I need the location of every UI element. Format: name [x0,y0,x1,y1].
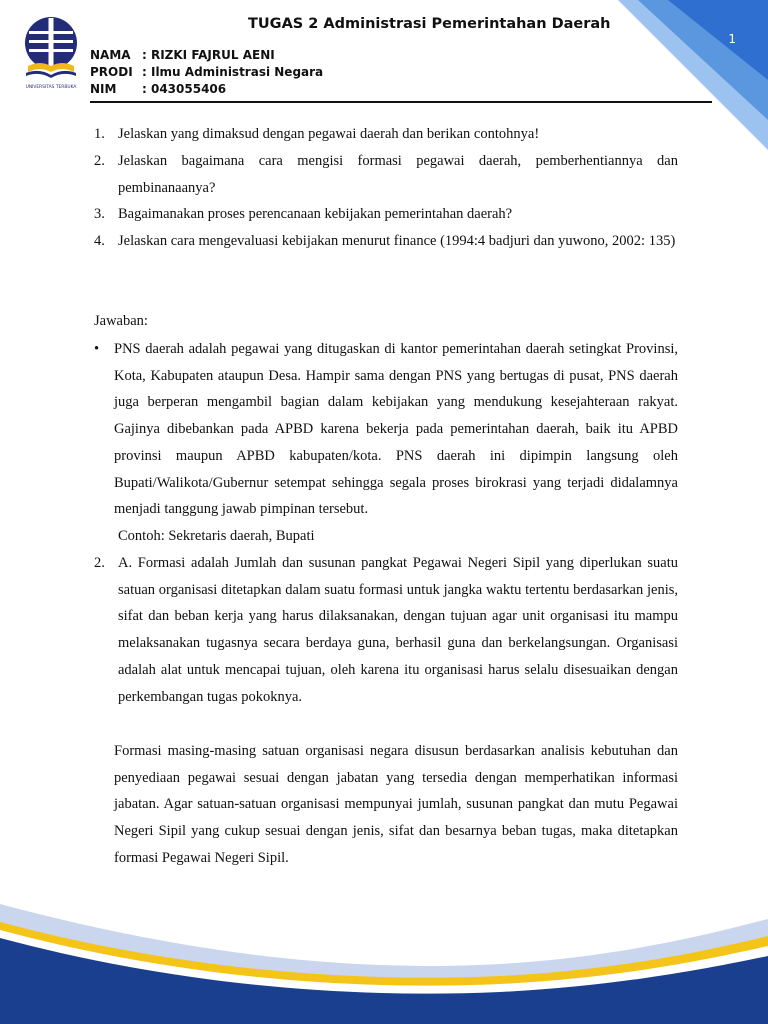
student-id-row [90,82,226,96]
student-id-value: : 043055406 [142,82,227,96]
answer-2 [94,550,678,710]
header-divider [90,101,712,103]
question-item [94,201,678,228]
page-number: 1 [728,32,736,46]
question-item [94,121,678,148]
student-id-label: NIM [90,82,117,96]
question-number: 2. [94,153,105,169]
answer-number: 2. [94,555,105,571]
question-text: Jelaskan bagaimana cara mengisi formasi pegawai daerah, pemberhentiannya dan pembinanaanya? [118,153,678,196]
name-value: : RIZKI FAJRUL AENI [142,48,275,62]
program-row [90,65,323,79]
program-label: PRODI [90,65,133,79]
answer-1 [94,336,678,523]
logo-caption: UNIVERSITAS TERBUKA [25,85,77,90]
university-logo [22,14,80,92]
answer-1-text: PNS daerah adalah pegawai yang ditugaskan di kantor pemerintahan daerah setingkat Provinsi, Kota, Kabupaten ataupun Desa. Hampir sama dengan PNS yang bertugas di pusat, PNS daerah juga berperan mengambil bagian dalam kebijakan yang mendukung kesejahteraan rakyat. Gajinya dibebankan pada APBD karena bekerja pada pemerintahan daerah, baik itu APBD provinsi maupun APBD kabupaten/kota. PNS daerah ini dipimpin langsung oleh Bupati/Walikota/Gubernur setempat sehingga segala proses birokrasi yang terjadi didalamnya menjadi tanggung jawab pimpinan tersebut. [114,341,678,518]
program-value: : Ilmu Administrasi Negara [142,65,324,79]
answer-2-text: A. Formasi adalah Jumlah dan susunan pangkat Pegawai Negeri Sipil yang diperlukan suatu satuan organisasi ditetapkan dalam suatu formasi untuk jangka waktu tertentu berdasarkan jenis, sifat dan beban kerja yang harus dilaksanakan, dengan tujuan agar unit organisasi itu mampu melaksanakan tugasnya secara berdaya guna, berhasil guna dan berkelangsungan. Organisasi adalah alat untuk mencapai tujuan, oleh karena itu organisasi harus selalu disesuaikan dengan perkembangan tugas pokoknya. [118,555,678,705]
document-title: TUGAS 2 Administrasi Pemerintahan Daerah [248,16,611,32]
question-number: 4. [94,233,105,249]
name-label: NAMA [90,48,131,62]
answers-heading: Jawaban: [94,313,148,329]
question-text: Bagaimanakan proses perencanaan kebijakan pemerintahan daerah? [118,206,513,222]
question-number: 1. [94,126,105,142]
answer-1-example: Contoh: Sekretaris daerah, Bupati [118,528,315,544]
question-item [94,148,678,201]
question-text: Jelaskan yang dimaksud dengan pegawai daerah dan berikan contohnya! [118,126,540,142]
bullet: • [94,341,100,357]
question-text: Jelaskan cara mengevaluasi kebijakan menurut finance (1994:4 badjuri dan yuwono, 2002: 135) [118,233,676,249]
question-number: 3. [94,206,105,222]
name-row [90,48,275,62]
footer-wave-decoration [0,864,768,1024]
question-item [94,228,678,255]
answer-2-paragraph: Formasi masing-masing satuan organisasi negara disusun berdasarkan analisis kebutuhan dan penyediaan pegawai sesuai dengan jabatan yang tersedia dengan memperhatikan informasi jabatan. Agar satuan-satuan organisasi mempunyai jumlah, susunan pangkat dan mutu Pegawai Negeri Sipil yang cukup sesuai dengan jenis, sifat dan besarnya beban tugas, maka ditetapkan formasi Pegawai Negeri Sipil. [114,743,678,866]
